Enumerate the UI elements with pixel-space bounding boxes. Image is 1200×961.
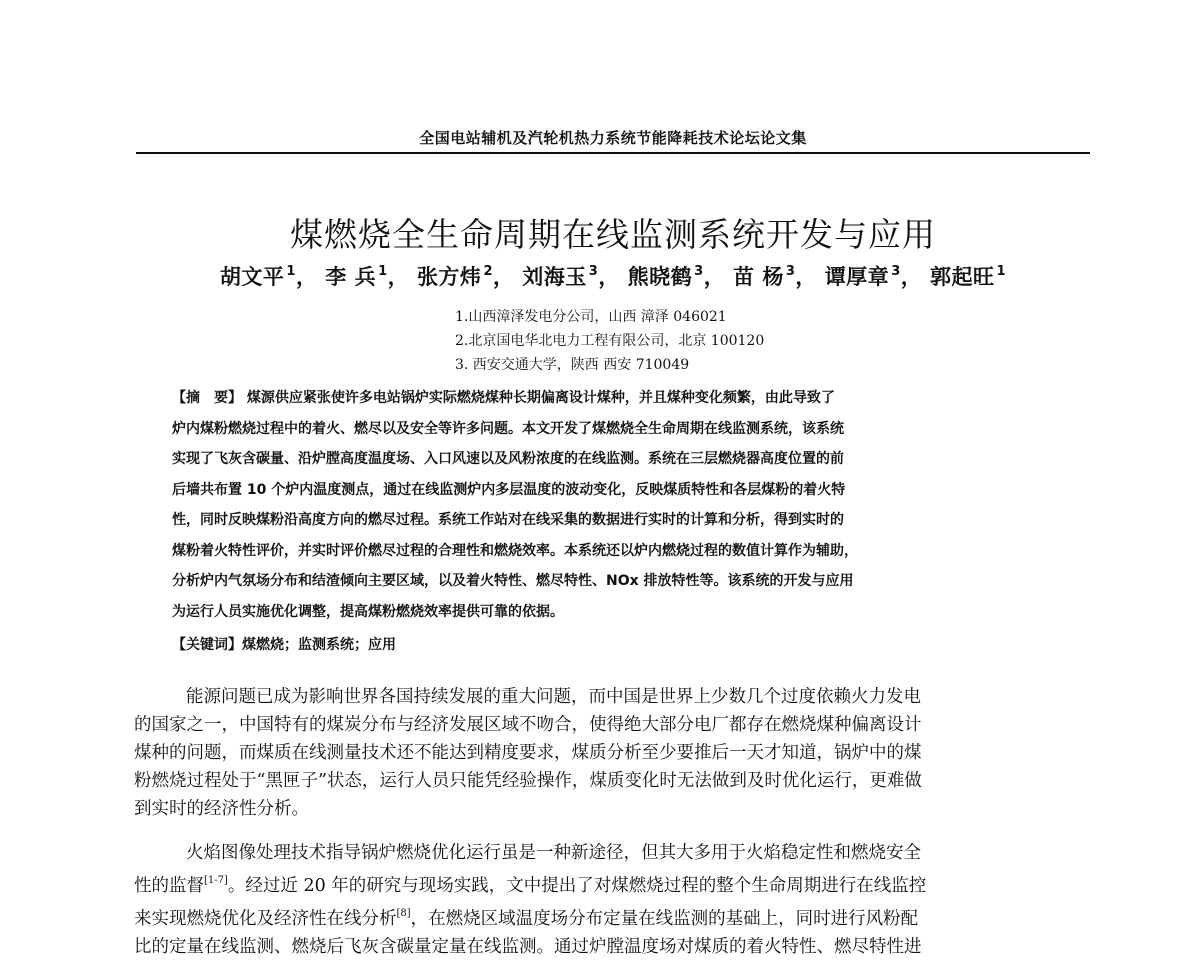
affiliation-line: 3. 西安交通大学，陕西 西安 710049: [455, 357, 690, 373]
body-line: 性的监督[1-7]。经过近 20 年的研究与现场实践，文中提出了对煤燃烧过程的整个生命周期进行在线监控: [134, 875, 927, 896]
author-list: 胡文平 $^1$， 李 兵 $^1$， 张方炜 $^2$， 刘海玉 $^3$， 熊晓鹤 $^3$， 苗 杨 $^3$， 谭厚章 $^3$， 郭起旺 $^1$: [219, 264, 1007, 289]
affiliation-line: 2.北京国电华北电力工程有限公司，北京 100120: [455, 333, 765, 349]
body-line: 粉燃烧过程处于“黑匣子”状态，运行人员只能凭经验操作，煤质变化时无法做到及时优化运行，更难做: [134, 771, 922, 791]
body-line: 煤种的问题，而煤质在线测量技术还不能达到精度要求，煤质分析至少要推后一天才知道，锅炉中的煤: [134, 743, 922, 763]
author-name: 郭起旺: [930, 265, 995, 289]
author-name: 熊晓鹤: [627, 265, 693, 289]
paper-title: 煤燃烧全生命周期在线监测系统开发与应用: [290, 215, 936, 254]
abstract-line: 煤粉着火特性评价，并实时评价燃尽过程的合理性和燃烧效率。本系统还以炉内燃烧过程的数值计算作为辅助，: [172, 542, 858, 559]
author-affil-mark: 3: [588, 264, 599, 279]
header-rule: [136, 152, 1090, 154]
abstract-line: 【摘 要】 煤源供应紧张使许多电站锅炉实际燃烧煤种长期偏离设计煤种，并且煤种变化频繁，由此导致了: [172, 390, 835, 406]
author-affil-mark: 3: [891, 264, 901, 279]
author-affil-mark: 3: [785, 264, 796, 279]
abstract-line: 后墙共布置 10 个炉内温度测点，通过在线监测炉内多层温度的波动变化，反映煤质特性和各层煤粉的着火特: [172, 481, 846, 498]
keywords: [172, 634, 396, 654]
body-line: 来实现燃烧优化及经济性在线分析[8]，在燃烧区域温度场分布定量在线监测的基础上，同时进行风粉配: [134, 908, 919, 929]
author-name: 胡文平: [219, 265, 285, 289]
abstract-line: 为运行人员实施优化调整，提高煤粉燃烧效率提供可靠的依据。: [172, 603, 564, 620]
affiliation-line: 1.山西漳泽发电分公司，山西 漳泽 046021: [455, 309, 727, 325]
abstract-line: 炉内煤粉燃烧过程中的着火、燃尽以及安全等许多问题。本文开发了煤燃烧全生命周期在线监测系统，该系统: [172, 420, 844, 437]
body-line: 比的定量在线监测、燃烧后飞灰含碳量定量在线监测。通过炉膛温度场对煤质的着火特性、燃尽特性进: [134, 937, 922, 957]
body-paragraph-2: [134, 839, 1084, 961]
abstract-label: 【摘 要】: [172, 390, 242, 406]
author-affil-mark: 1: [996, 264, 1007, 279]
author-name: 苗 杨: [733, 265, 784, 289]
body-line: 的国家之一，中国特有的煤炭分布与经济发展区域不吻合，使得绝大部分电厂都存在燃烧煤种偏离设计: [134, 715, 922, 735]
body-paragraph-1: [134, 683, 1084, 823]
author-name: 李 兵: [325, 265, 377, 289]
author-affil-mark: 1: [378, 264, 388, 279]
abstract: [172, 383, 1072, 627]
keywords-text: 煤燃烧；监测系统；应用: [242, 637, 396, 653]
body-line: 能源问题已成为影响世界各国持续发展的重大问题，而中国是世界上少数几个过度依赖火力发电: [186, 687, 921, 707]
author-affil-mark: 2: [483, 264, 493, 279]
abstract-line: 分析炉内气氛场分布和结渣倾向主要区域，以及着火特性、燃尽特性、NOx 排放特性等。该系统的开发与应用: [172, 573, 854, 589]
abstract-line: 性，同时反映煤粉沿高度方向的燃尽过程。系统工作站对在线采集的数据进行实时的计算和分析，得到实时的: [172, 512, 844, 528]
author-name: 谭厚章: [824, 265, 890, 289]
citation-ref: [8]: [396, 908, 411, 919]
keywords-label: 【关键词】: [172, 637, 242, 653]
citation-ref: [1-7]: [204, 875, 228, 886]
running-header: 全国电站辅机及汽轮机热力系统节能降耗技术论坛论文集: [419, 129, 807, 147]
body-line: 到实时的经济性分析。: [134, 799, 309, 819]
abstract-line: 实现了飞灰含碳量、沿炉膛高度温度场、入口风速以及风粉浓度的在线监测。系统在三层燃烧器高度位置的前: [172, 451, 844, 467]
body-line: 火焰图像处理技术指导锅炉燃烧优化运行虽是一种新途径，但其大多用于火焰稳定性和燃烧安全: [186, 843, 921, 863]
affiliations: [455, 305, 764, 377]
author-name: 刘海玉: [522, 265, 587, 289]
author-name: 张方炜: [416, 265, 482, 289]
author-affil-mark: 3: [694, 264, 704, 279]
author-affil-mark: 1: [286, 264, 296, 279]
